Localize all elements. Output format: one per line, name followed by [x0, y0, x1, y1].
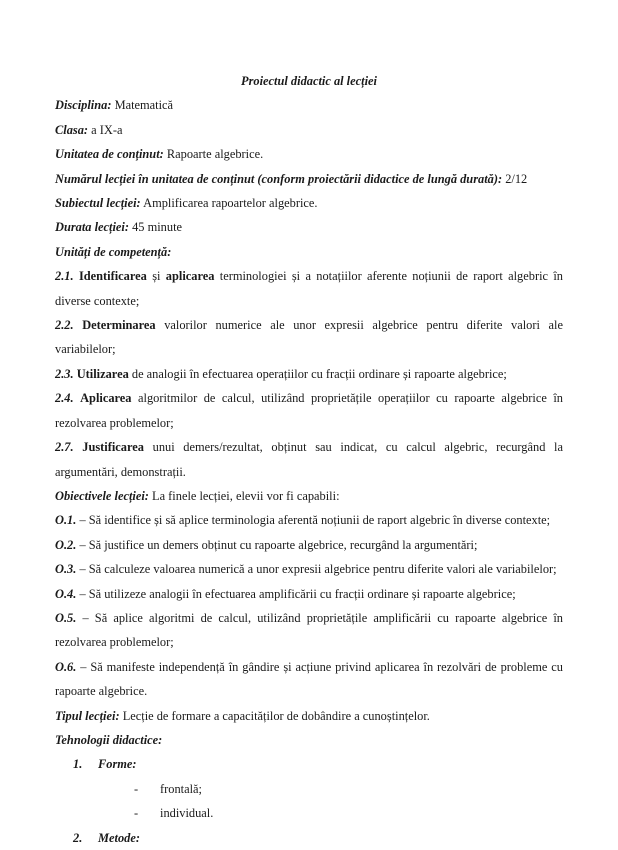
competence-item: [55, 313, 563, 362]
objective-item: [55, 582, 563, 606]
field-label: Subiectul lecției:: [55, 196, 141, 211]
objective-text: – Să justifice un demers obținut cu rapoarte algebrice, recurgând la argumentări;: [76, 537, 478, 552]
objectives-label: Obiectivele lecției:: [55, 488, 149, 503]
field-row: [55, 167, 563, 191]
field-row: [55, 191, 563, 215]
objective-text: – Să aplice algoritmi de calcul, utilizând proprietățile amplificării cu rapoarte algebrice în rezolvarea problemelor;: [55, 610, 563, 650]
competence-text: valorilor numerice ale unor expresii algebrice pentru diferite valori ale variabilelor;: [55, 318, 563, 357]
competence-number: 2.2.: [55, 318, 74, 333]
competences-heading: Unități de competență:: [55, 244, 172, 259]
objective-number: O.4.: [55, 586, 77, 601]
technology-subitem-text: individual.: [160, 806, 214, 821]
document-page: [55, 69, 563, 850]
field-row: [55, 118, 563, 142]
competence-keyword: Identificarea: [78, 269, 147, 284]
objective-number: O.5.: [55, 610, 77, 625]
objective-text: – Să identifice și să aplice terminologia aferentă noțiunii de raport algebric în diverse contexte;: [76, 513, 551, 528]
competence-keyword: Utilizarea: [76, 366, 129, 381]
objective-number: O.1.: [55, 513, 77, 528]
competence-text: de analogii în efectuarea operațiilor cu fracții ordinare și rapoarte algebrice;: [128, 366, 507, 381]
field-row: [55, 215, 563, 239]
competence-item: [55, 264, 563, 313]
competence-keyword: Determinarea: [82, 318, 156, 333]
competence-keyword-2: aplicarea: [165, 269, 215, 284]
objective-text: – Să manifeste independență în gândire și acțiune privind aplicarea în rezolvări de probleme cu rapoarte algebrice.: [55, 659, 563, 699]
competence-number: 2.1.: [55, 269, 74, 284]
technology-subitem: [98, 801, 563, 825]
field-label: Numărul lecției în unitatea de conținut (conform proiectării didactice de lungă durată):: [55, 171, 503, 186]
technology-subitems: [98, 777, 563, 826]
field-row: [55, 142, 563, 166]
technology-number: 2.: [73, 830, 83, 845]
field-label: Unitatea de conținut:: [55, 147, 164, 162]
technology-subitem: [98, 777, 563, 801]
technology-label: Metode:: [98, 830, 140, 845]
technology-label: Forme:: [98, 757, 137, 772]
field-value: 45 minute: [132, 220, 183, 235]
technology-number: 1.: [73, 757, 83, 772]
competence-text: unui demers/rezultat, obținut sau indicat, cu calcul algebric, recurgând la argumentări, demonstrații.: [55, 440, 563, 479]
competence-number: 2.4.: [55, 391, 74, 406]
competence-keyword: Aplicarea: [80, 391, 132, 406]
technologies-heading: Tehnologii didactice:: [55, 732, 163, 747]
competence-number: 2.3.: [55, 366, 74, 381]
objective-text: – Să utilizeze analogii în efectuarea amplificării cu fracții ordinare și rapoarte algebrice;: [76, 586, 516, 601]
objective-item: [55, 508, 563, 532]
dash-bullet: -: [134, 781, 139, 796]
objective-number: O.2.: [55, 537, 77, 552]
objective-item: [55, 606, 563, 655]
objective-item: [55, 557, 563, 581]
objective-number: O.3.: [55, 562, 77, 577]
technologies-list: [55, 752, 563, 850]
objective-text: – Să calculeze valoarea numerică a unor expresii algebrice pentru diferite valori ale variabilelor;: [76, 562, 557, 577]
dash-bullet: -: [134, 806, 139, 821]
lesson-type-label: Tipul lecției:: [55, 708, 120, 723]
field-label: Disciplina:: [55, 98, 112, 113]
field-value: Rapoarte algebrice.: [166, 147, 264, 162]
objective-number: O.6.: [55, 659, 77, 674]
technology-item: [55, 826, 563, 850]
technology-subitem-text: frontală;: [160, 781, 202, 796]
competence-number: 2.7.: [55, 440, 74, 455]
field-label: Clasa:: [55, 122, 89, 137]
field-value: 2/12: [505, 171, 528, 186]
competence-text: terminologiei și a notațiilor aferente noțiunii de raport algebric în diverse contexte;: [55, 269, 563, 308]
field-value: Matematică: [114, 98, 174, 113]
objectives-intro: [55, 484, 563, 508]
field-value: Amplificarea rapoartelor algebrice.: [143, 196, 318, 211]
competence-item: [55, 386, 563, 435]
field-label: Durata lecției:: [55, 220, 129, 235]
competence-connector: și: [146, 269, 166, 284]
objective-item: [55, 533, 563, 557]
competence-item: [55, 435, 563, 484]
competence-text: algoritmilor de calcul, utilizând proprietățile operațiilor cu rapoarte algebrice în rezolvarea problemelor;: [55, 391, 563, 430]
lesson-type: [55, 704, 563, 728]
objective-item: [55, 655, 563, 704]
objectives-intro-text: La finele lecției, elevii vor fi capabili:: [152, 488, 340, 503]
lesson-type-value: Lecție de formare a capacităților de dobândire a cunoștințelor.: [122, 708, 430, 723]
competence-keyword: Justificarea: [82, 440, 144, 455]
field-value: a IX-a: [91, 122, 123, 137]
competence-item: [55, 362, 563, 386]
document-title: Proiectul didactic al lecției: [241, 74, 377, 88]
technology-item: [55, 752, 563, 825]
field-row: [55, 93, 563, 117]
